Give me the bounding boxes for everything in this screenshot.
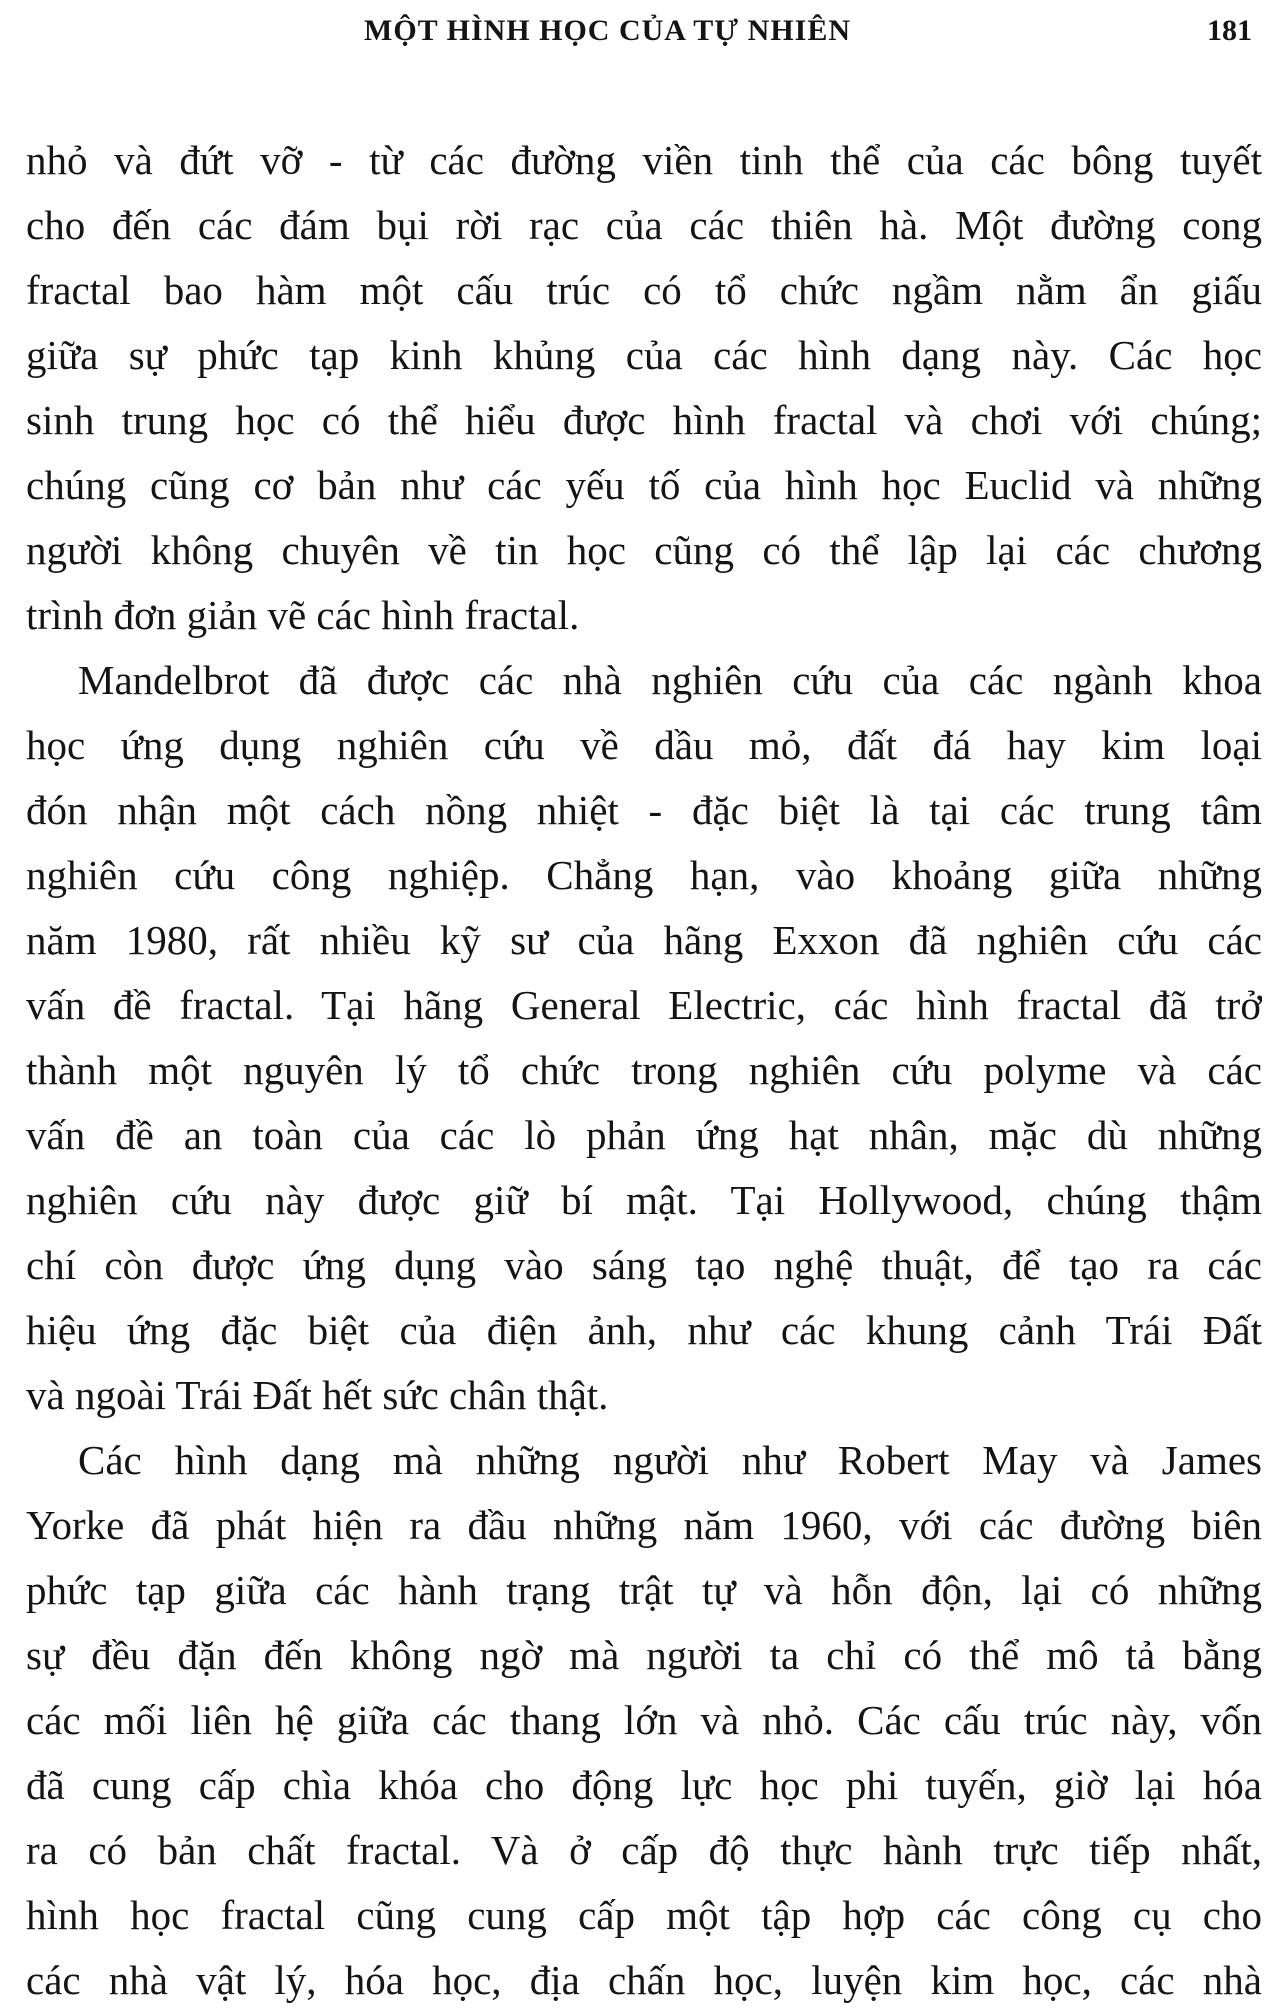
text-line: chúng cũng cơ bản như các yếu tố của hình học Euclid và những (26, 462, 1262, 508)
text-line: giữa sự phức tạp kinh khủng của các hình dạng này. Các học (26, 332, 1262, 378)
text-line: thành một nguyên lý tổ chức trong nghiên cứu polyme và các (26, 1047, 1262, 1093)
body-text (26, 128, 1262, 2013)
text-line: học ứng dụng nghiên cứu về dầu mỏ, đất đá hay kim loại (26, 722, 1262, 768)
text-line: các mối liên hệ giữa các thang lớn và nhỏ. Các cấu trúc này, vốn (26, 1697, 1262, 1743)
text-line: nhỏ và đứt vỡ - từ các đường viền tinh thể của các bông tuyết (26, 137, 1262, 183)
text-line: ra có bản chất fractal. Và ở cấp độ thực hành trực tiếp nhất, (26, 1827, 1262, 1873)
text-line: phức tạp giữa các hành trạng trật tự và hỗn độn, lại có những (26, 1567, 1262, 1613)
paragraph-2 (26, 648, 1262, 1428)
text-line: các nhà vật lý, hóa học, địa chấn học, luyện kim học, các nhà (26, 1957, 1262, 2003)
text-line: sinh trung học có thể hiểu được hình fractal và chơi với chúng; (26, 397, 1262, 443)
text-line: chí còn được ứng dụng vào sáng tạo nghệ thuật, để tạo ra các (26, 1242, 1262, 1288)
page-number: 181 (1207, 14, 1252, 47)
paragraph-1 (26, 128, 1262, 648)
paragraph-3 (26, 1428, 1262, 2013)
text-line: Mandelbrot đã được các nhà nghiên cứu của các ngành khoa (78, 657, 1262, 703)
text-line: nghiên cứu công nghiệp. Chẳng hạn, vào khoảng giữa những (26, 852, 1262, 898)
text-line: Yorke đã phát hiện ra đầu những năm 1960, với các đường biên (26, 1502, 1262, 1548)
text-line: năm 1980, rất nhiều kỹ sư của hãng Exxon đã nghiên cứu các (26, 917, 1262, 963)
text-line: người không chuyên về tin học cũng có thể lập lại các chương (26, 527, 1262, 573)
text-line: Các hình dạng mà những người như Robert May và James (78, 1437, 1262, 1483)
text-line: đón nhận một cách nồng nhiệt - đặc biệt là tại các trung tâm (26, 787, 1262, 833)
text-line: đã cung cấp chìa khóa cho động lực học phi tuyến, giờ lại hóa (26, 1762, 1262, 1808)
chapter-title: MỘT HÌNH HỌC CỦA TỰ NHIÊN (364, 14, 851, 47)
text-line: trình đơn giản vẽ các hình fractal. (26, 592, 580, 638)
running-header (0, 14, 1280, 58)
text-line: cho đến các đám bụi rời rạc của các thiên hà. Một đường cong (26, 202, 1262, 248)
text-line: vấn đề an toàn của các lò phản ứng hạt nhân, mặc dù những (26, 1112, 1262, 1158)
text-line: vấn đề fractal. Tại hãng General Electric, các hình fractal đã trở (26, 982, 1262, 1028)
text-line: hình học fractal cũng cung cấp một tập hợp các công cụ cho (26, 1892, 1262, 1938)
text-line: và ngoài Trái Đất hết sức chân thật. (26, 1372, 609, 1418)
text-line: nghiên cứu này được giữ bí mật. Tại Hollywood, chúng thậm (26, 1177, 1262, 1223)
text-line: hiệu ứng đặc biệt của điện ảnh, như các khung cảnh Trái Đất (26, 1307, 1262, 1353)
text-line: sự đều đặn đến không ngờ mà người ta chỉ có thể mô tả bằng (26, 1632, 1262, 1678)
text-line: fractal bao hàm một cấu trúc có tổ chức ngầm nằm ẩn giấu (26, 267, 1262, 313)
